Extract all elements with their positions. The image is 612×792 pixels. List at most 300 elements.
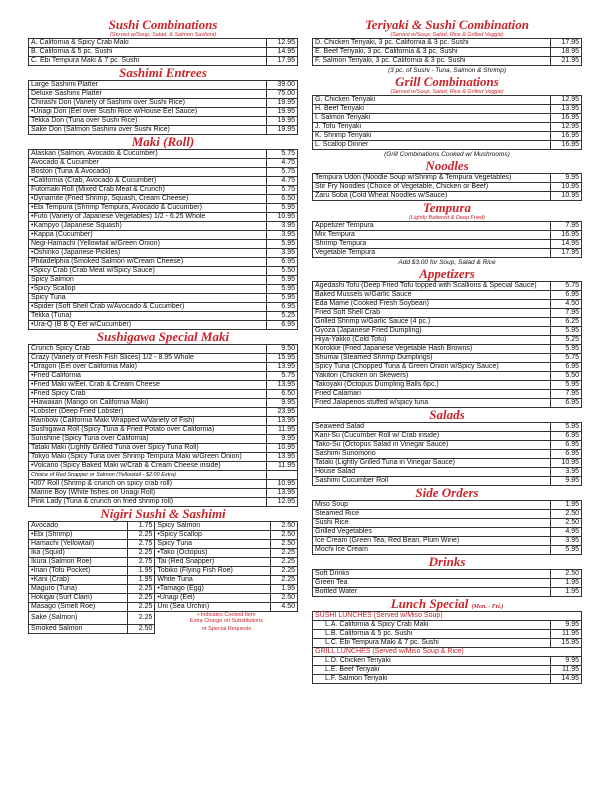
item-price: 75.00 xyxy=(267,90,298,99)
menu-table xyxy=(312,38,582,66)
nigiri-right-price: 2.50 xyxy=(271,540,298,549)
item-name: Shumai (Steamed Shrimp Dumplings) xyxy=(313,354,551,363)
item-price: 16.95 xyxy=(551,114,582,123)
menu-row xyxy=(313,231,582,240)
item-name: Large Sashimi Platter xyxy=(29,81,267,90)
menu-row xyxy=(29,435,298,444)
item-price: 1.95 xyxy=(551,501,582,510)
item-name: Alaskan (Salmon, Avocado & Cucumber) xyxy=(29,150,267,159)
nigiri-row xyxy=(29,531,298,540)
menu-row xyxy=(313,363,582,372)
item-price: 9.95 xyxy=(267,399,298,408)
menu-row xyxy=(313,432,582,441)
menu-row xyxy=(313,528,582,537)
lunch-row xyxy=(313,666,582,675)
nigiri-left-name: Sake (Salmon) xyxy=(29,612,128,625)
item-price: 15.95 xyxy=(267,354,298,363)
lunch-row xyxy=(313,657,582,666)
item-name: •Dynamite (Fried Shrimp, Squash, Cream Cheese) xyxy=(29,195,267,204)
item-price: 23.95 xyxy=(267,408,298,417)
menu-row xyxy=(29,471,298,480)
menu-row xyxy=(313,105,582,114)
item-name: Avocado & Cucumber xyxy=(29,159,267,168)
lunch-row xyxy=(313,675,582,684)
item-name: D. Chicken Teriyaki, 3 pc. California & 3 pc. Sushi xyxy=(313,39,551,48)
nigiri-right-name: White Tuna xyxy=(155,576,271,585)
menu-row xyxy=(29,159,298,168)
item-name: Tekka Don (Tuna over Sushi Rice) xyxy=(29,117,267,126)
item-name: Choice of Red Snapper or Salmon (Yellowtail - $2.00 Extra) xyxy=(29,471,267,480)
nigiri-section xyxy=(28,507,298,634)
menu-row xyxy=(313,309,582,318)
item-price: 3.95 xyxy=(551,537,582,546)
item-name: Tempura Udon (Noodle Soup w/Shrimp & Tempura Vegetables) xyxy=(313,174,551,183)
section-title: Noodles xyxy=(425,158,469,173)
item-price: 2.50 xyxy=(551,519,582,528)
item-price: 39.00 xyxy=(267,81,298,90)
item-price: 5.75 xyxy=(551,354,582,363)
item-name: Grilled Shrimp w/Garlic Sauce (4 pc.) xyxy=(313,318,551,327)
lunch-item-name: L.E. Beef Teriyaki xyxy=(313,666,551,675)
menu-row xyxy=(29,195,298,204)
nigiri-right-name: Spicy Salmon xyxy=(155,522,271,531)
item-name: •Kappa (Cucumber) xyxy=(29,231,267,240)
nigiri-left-price: 2.25 xyxy=(128,612,155,625)
nigiri-row xyxy=(29,567,298,576)
menu-row xyxy=(313,282,582,291)
nigiri-left-price: 1.75 xyxy=(128,522,155,531)
menu-row xyxy=(29,390,298,399)
menu-row xyxy=(313,174,582,183)
menu-row xyxy=(29,354,298,363)
menu-row xyxy=(313,300,582,309)
item-name: Sunshine (Spicy Tuna over California) xyxy=(29,435,267,444)
nigiri-left-name: Hokigai (Surf Clam) xyxy=(29,594,128,603)
item-name: •Dragon (Eel over California Maki) xyxy=(29,363,267,372)
item-name: Miso Soup xyxy=(313,501,551,510)
item-name: •California (Crab, Avocado & Cucumber) xyxy=(29,177,267,186)
lunch-head-row xyxy=(313,648,582,657)
item-name: House Salad xyxy=(313,468,551,477)
section-title: Appetizers xyxy=(419,266,475,281)
item-price: 5.95 xyxy=(551,546,582,555)
nigiri-left-price: 2.25 xyxy=(128,585,155,594)
item-price: 9.95 xyxy=(551,174,582,183)
lunch-group-head: GRILL LUNCHES (Served w/Miso Soup & Rice) xyxy=(313,648,582,657)
item-price: 6.95 xyxy=(267,321,298,330)
menu-table xyxy=(312,422,582,486)
menu-row xyxy=(29,480,298,489)
menu-row xyxy=(313,39,582,48)
menu-row xyxy=(29,177,298,186)
item-name: Boston (Tuna & Avocado) xyxy=(29,168,267,177)
item-name: Pink Lady (Tuna & crunch on fried shrimp roll) xyxy=(29,498,267,507)
nigiri-right-name: Uni (Sea Urchin) xyxy=(155,603,271,612)
item-price: 13.95 xyxy=(267,363,298,372)
menu-row xyxy=(313,390,582,399)
item-price: 19.95 xyxy=(267,117,298,126)
item-price: 3.95 xyxy=(267,231,298,240)
item-price: 14.95 xyxy=(551,240,582,249)
sushigawa-special-section xyxy=(28,330,298,507)
item-name: Soft Drinks xyxy=(313,570,551,579)
item-name: Crazy (Variety of Fresh Fish Slices) 1/2 - 8.95 Whole xyxy=(29,354,267,363)
item-price: 5.25 xyxy=(267,312,298,321)
item-price: 12.95 xyxy=(551,96,582,105)
item-name: Tataki Maki (Lightly Grilled Tuna over Spicy Tuna Roll) xyxy=(29,444,267,453)
item-name: Spicy Salmon xyxy=(29,276,267,285)
item-price: 6.95 xyxy=(267,303,298,312)
nigiri-row xyxy=(29,594,298,603)
nigiri-right-name: Tai (Red Snapper) xyxy=(155,558,271,567)
item-price: 10.95 xyxy=(551,192,582,201)
item-name: Seaweed Salad xyxy=(313,423,551,432)
menu-row xyxy=(313,336,582,345)
item-name: •Futo (Variety of Japanese Vegetables) 1/2 - 6.25 Whole xyxy=(29,213,267,222)
item-price: 6.95 xyxy=(551,399,582,408)
menu-row xyxy=(29,249,298,258)
menu-table xyxy=(312,281,582,408)
grill-combinations-section xyxy=(312,75,582,159)
right-column xyxy=(312,18,582,684)
menu-row xyxy=(313,123,582,132)
item-name: Fried Calamari xyxy=(313,390,551,399)
menu-row xyxy=(313,501,582,510)
menu-row xyxy=(29,213,298,222)
nigiri-row xyxy=(29,603,298,612)
nigiri-row xyxy=(29,540,298,549)
menu-row xyxy=(29,48,298,57)
nigiri-left-name: Avocado xyxy=(29,522,128,531)
appetizers-section xyxy=(312,267,582,408)
nigiri-right-name: •Tako (Octopus) xyxy=(155,549,271,558)
lunch-item-name: L.A. California & Spicy Crab Maki xyxy=(313,621,551,630)
nigiri-row xyxy=(29,585,298,594)
item-name: J. Tofu Teriyaki xyxy=(313,123,551,132)
item-name: I. Salmon Teriyaki xyxy=(313,114,551,123)
item-name: Sashimi Sunomono xyxy=(313,450,551,459)
menu-row xyxy=(29,108,298,117)
menu-row xyxy=(29,453,298,462)
menu-row xyxy=(313,450,582,459)
item-price: 12.95 xyxy=(267,39,298,48)
lunch-special-section xyxy=(312,597,582,684)
noodles-section xyxy=(312,159,582,201)
nigiri-right-price: 2.25 xyxy=(271,567,298,576)
menu-row xyxy=(313,579,582,588)
item-name: Ice Cream (Green Tea, Red Bean, Plum Wine) xyxy=(313,537,551,546)
item-name: •Ura-Q (B B Q Eel w/Cucumber) xyxy=(29,321,267,330)
menu-row xyxy=(29,204,298,213)
nigiri-footnote-cell xyxy=(155,612,298,625)
item-price: 6.95 xyxy=(551,450,582,459)
nigiri-footnote-cell xyxy=(155,624,298,633)
item-price: 1.95 xyxy=(551,579,582,588)
nigiri-left-name: Ikura (Salmon Roe) xyxy=(29,558,128,567)
item-price: 11.95 xyxy=(267,462,298,471)
menu-table xyxy=(28,149,298,330)
lunch-title: Lunch Special xyxy=(390,596,469,611)
item-price: 5.75 xyxy=(551,282,582,291)
item-name: Deluxe Sashimi Platter xyxy=(29,90,267,99)
menu-row xyxy=(313,291,582,300)
item-price: 19.95 xyxy=(267,126,298,135)
item-price: 13.95 xyxy=(267,381,298,390)
item-price: 5.50 xyxy=(551,372,582,381)
section-note: (3 pc. of Sushi - Tuna, Salmon & Shrimp) xyxy=(387,67,506,74)
menu-row xyxy=(29,381,298,390)
item-name: Bottled Water xyxy=(313,588,551,597)
section-title: Nigiri Sushi & Sashimi xyxy=(100,506,226,521)
section-title xyxy=(312,597,582,611)
item-price: 17.95 xyxy=(551,39,582,48)
item-price: 19.95 xyxy=(267,99,298,108)
item-name: •Fried California xyxy=(29,372,267,381)
item-price: 2.50 xyxy=(551,570,582,579)
item-name: Tataki (Lightly Grilled Tuna in Vinegar Sauce) xyxy=(313,459,551,468)
section-title: Tempura xyxy=(423,200,471,215)
item-name: Zaru Soba (Cold Wheat Noodles w/Sauce) xyxy=(313,192,551,201)
menu-row xyxy=(29,99,298,108)
menu-row xyxy=(313,519,582,528)
item-name: Eda Mame (Cooked Fresh Soybean) xyxy=(313,300,551,309)
menu-row xyxy=(29,417,298,426)
item-name: Tokyo Maki (Spicy Tuna over Shrimp Tempura Maki w/Green Onion) xyxy=(29,453,267,462)
lunch-item-price: 11.95 xyxy=(551,630,582,639)
item-name: •Hawaiian (Mango on California Maki) xyxy=(29,399,267,408)
nigiri-right-name: •Unagi (Eel) xyxy=(155,594,271,603)
nigiri-row xyxy=(29,522,298,531)
nigiri-row xyxy=(29,612,298,625)
menu-row xyxy=(29,399,298,408)
item-price: 13.95 xyxy=(267,453,298,462)
nigiri-footnote: Extra Charge on Substitutions xyxy=(189,618,263,624)
nigiri-left-name: •Kani (Crab) xyxy=(29,576,128,585)
item-name: Mochi Ice Cream xyxy=(313,546,551,555)
lunch-item-name: L.B. California & 5 pc. Sushi xyxy=(313,630,551,639)
item-name: Spicy Tuna xyxy=(29,294,267,303)
item-name: B. California & 5 pc. Sushi xyxy=(29,48,267,57)
lunch-head-row xyxy=(313,612,582,621)
item-price: 17.95 xyxy=(267,57,298,66)
lunch-item-name: L.F. Salmon Teriyaki xyxy=(313,675,551,684)
nigiri-right-name: •Tamago (Egg) xyxy=(155,585,271,594)
item-name: Sake Don (Salmon Sashimi over Sushi Rice) xyxy=(29,126,267,135)
nigiri-left-price: 2.25 xyxy=(128,549,155,558)
item-price: 12.95 xyxy=(551,123,582,132)
menu-row xyxy=(313,249,582,258)
item-price: 6.95 xyxy=(551,291,582,300)
item-name: Baked Mussels w/Garlic Sauce xyxy=(313,291,551,300)
item-price: 7.95 xyxy=(551,222,582,231)
item-name: Spicy Tuna (Chopped Tuna & Green Onion w/Spicy Sauce) xyxy=(313,363,551,372)
item-price: 12.95 xyxy=(267,498,298,507)
lunch-item-name: L.C. Ebi Tempura Maki & 7 pc. Sushi xyxy=(313,639,551,648)
item-price: 7.95 xyxy=(551,390,582,399)
menu-row xyxy=(29,444,298,453)
menu-row xyxy=(29,426,298,435)
item-name: Fried Jalapenos stuffed w/spicy tuna xyxy=(313,399,551,408)
section-title: Sushigawa Special Maki xyxy=(96,329,230,344)
item-price: 18.95 xyxy=(551,48,582,57)
menu-row xyxy=(313,222,582,231)
item-name: •Lobster (Deep Fried Lobster) xyxy=(29,408,267,417)
item-name: Chirashi Don (Variety of Sashimi over Sushi Rice) xyxy=(29,99,267,108)
salads-section xyxy=(312,408,582,486)
menu-row xyxy=(313,459,582,468)
section-note: (Grill Combinations Cooked w/ Mushrooms) xyxy=(384,151,510,158)
menu-table xyxy=(312,95,582,150)
section-title: Maki (Roll) xyxy=(131,134,195,149)
side-orders-section xyxy=(312,486,582,555)
item-price: 5.95 xyxy=(551,345,582,354)
menu-row xyxy=(313,132,582,141)
item-price: 10.95 xyxy=(551,459,582,468)
item-name: Kani-Su (Cucumber Roll w/ Crab inside) xyxy=(313,432,551,441)
section-title: Sushi Combinations xyxy=(108,17,218,32)
lunch-row xyxy=(313,630,582,639)
menu-row xyxy=(313,468,582,477)
nigiri-right-name: Tobiko (Flying Fish Roe) xyxy=(155,567,271,576)
menu-row xyxy=(29,408,298,417)
nigiri-left-name: Ika (Squid) xyxy=(29,549,128,558)
item-name: Shrimp Tempura xyxy=(313,240,551,249)
item-price: 5.95 xyxy=(267,276,298,285)
lunch-row xyxy=(313,621,582,630)
item-name: •Fried Spicy Crab xyxy=(29,390,267,399)
menu-row xyxy=(29,267,298,276)
section-title: Sashimi Entrees xyxy=(119,65,207,80)
item-name: Korokke (Fried Japanese Vegetable Hash Browns) xyxy=(313,345,551,354)
menu-row xyxy=(313,318,582,327)
menu-table xyxy=(28,38,298,66)
menu-row xyxy=(313,423,582,432)
item-price: 17.95 xyxy=(551,249,582,258)
menu-row xyxy=(313,240,582,249)
left-column xyxy=(28,18,298,634)
item-name: Crunch Spicy Crab xyxy=(29,345,267,354)
menu-row xyxy=(29,90,298,99)
menu-row xyxy=(29,345,298,354)
item-price: 6.95 xyxy=(551,441,582,450)
nigiri-left-price: 2.25 xyxy=(128,594,155,603)
section-subtitle: (Served w/Soup, Salad, Rice & Grilled Veggie) xyxy=(390,32,504,38)
menu-row xyxy=(313,570,582,579)
item-price: 13.95 xyxy=(267,489,298,498)
menu-row xyxy=(29,258,298,267)
maki-roll-section xyxy=(28,135,298,330)
menu-row xyxy=(29,303,298,312)
nigiri-right-price: 4.50 xyxy=(271,603,298,612)
nigiri-right-price: 2.25 xyxy=(271,558,298,567)
section-title: Side Orders xyxy=(415,485,479,500)
sushi-combinations-section xyxy=(28,18,298,66)
nigiri-right-price: 2.50 xyxy=(271,531,298,540)
item-price: 5.95 xyxy=(551,381,582,390)
menu-row xyxy=(29,168,298,177)
item-price: 1.95 xyxy=(551,588,582,597)
section-title: Salads xyxy=(429,407,465,422)
menu-row xyxy=(313,510,582,519)
lunch-item-price: 14.95 xyxy=(551,675,582,684)
item-price: 6.50 xyxy=(267,390,298,399)
item-price: 11.95 xyxy=(267,426,298,435)
menu-row xyxy=(29,294,298,303)
menu-table xyxy=(312,173,582,201)
nigiri-footnote: • Indicates Cooked Item xyxy=(197,612,256,618)
nigiri-row xyxy=(29,549,298,558)
item-price: 16.95 xyxy=(551,231,582,240)
menu-row xyxy=(29,276,298,285)
menu-row xyxy=(313,327,582,336)
item-name: Rainbow (California Maki Wrapped w/Variety of Fish) xyxy=(29,417,267,426)
item-name: Fried Soft Shell Crab xyxy=(313,309,551,318)
menu-row xyxy=(313,114,582,123)
drinks-section xyxy=(312,555,582,597)
item-name: Philadelphia (Smoked Salmon w/Cream Cheese) xyxy=(29,258,267,267)
lunch-item-price: 9.95 xyxy=(551,621,582,630)
item-name: Sushigawa Roll (Spicy Tuna & Fried Potato over California) xyxy=(29,426,267,435)
nigiri-right-price: 2.50 xyxy=(271,522,298,531)
item-name: L. Scallop Dinner xyxy=(313,141,551,150)
item-price: 2.50 xyxy=(551,510,582,519)
item-name: Mix Tempura xyxy=(313,231,551,240)
menu-row xyxy=(313,345,582,354)
item-name: Futomaki Roll (Mixed Crab Meat & Crunch) xyxy=(29,186,267,195)
menu-row xyxy=(313,372,582,381)
lunch-group-head: SUSHI LUNCHES (Served w/Miso Soup) xyxy=(313,612,582,621)
menu-table xyxy=(312,500,582,555)
item-price: 6.95 xyxy=(551,432,582,441)
lunch-item-name: L.D. Chicken Teriyaki xyxy=(313,657,551,666)
section-title: Drinks xyxy=(428,554,466,569)
lunch-subtitle: (Mon. - Fri.) xyxy=(471,604,504,610)
teriyaki-sushi-section xyxy=(312,18,582,75)
menu-table xyxy=(312,221,582,258)
nigiri-right-price: 2.50 xyxy=(271,594,298,603)
item-name: Sashimi Cucumber Roll xyxy=(313,477,551,486)
item-name: H. Beef Teriyaki xyxy=(313,105,551,114)
menu-row xyxy=(313,354,582,363)
menu-row xyxy=(29,117,298,126)
item-price: 5.75 xyxy=(267,150,298,159)
section-subtitle: (Served w/Soup, Salad, Rice & Grilled Veggie) xyxy=(390,89,504,95)
menu-row xyxy=(313,96,582,105)
menu-row xyxy=(313,381,582,390)
nigiri-left-name: •Inari (Tofu Pocket) xyxy=(29,567,128,576)
menu-row xyxy=(29,150,298,159)
item-name: •Oshinko (Japanese Pickles) xyxy=(29,249,267,258)
tempura-section xyxy=(312,201,582,267)
menu-row xyxy=(29,81,298,90)
item-price: 5.95 xyxy=(551,327,582,336)
item-name: Tekka (Tuna) xyxy=(29,312,267,321)
item-price: 5.75 xyxy=(267,168,298,177)
item-name: Negi-Hamachi (Yellowtail w/Green Onion) xyxy=(29,240,267,249)
nigiri-left-price: 1.95 xyxy=(128,576,155,585)
item-name: Takoyaki (Octopus Dumpling Balls 6pc.) xyxy=(313,381,551,390)
item-price: 14.95 xyxy=(267,48,298,57)
item-price: 4.50 xyxy=(551,300,582,309)
item-name: •Spicy Crab (Crab Meat w/Spicy Sauce) xyxy=(29,267,267,276)
nigiri-left-price: 2.25 xyxy=(128,603,155,612)
nigiri-right-price: 1.95 xyxy=(271,585,298,594)
item-price: 6.25 xyxy=(551,318,582,327)
menu-row xyxy=(29,372,298,381)
menu-row xyxy=(29,240,298,249)
nigiri-left-price: 2.25 xyxy=(128,531,155,540)
item-name: Agedashi Tofu (Deep Fried Tofu topped with Scallions & Special Sauce) xyxy=(313,282,551,291)
